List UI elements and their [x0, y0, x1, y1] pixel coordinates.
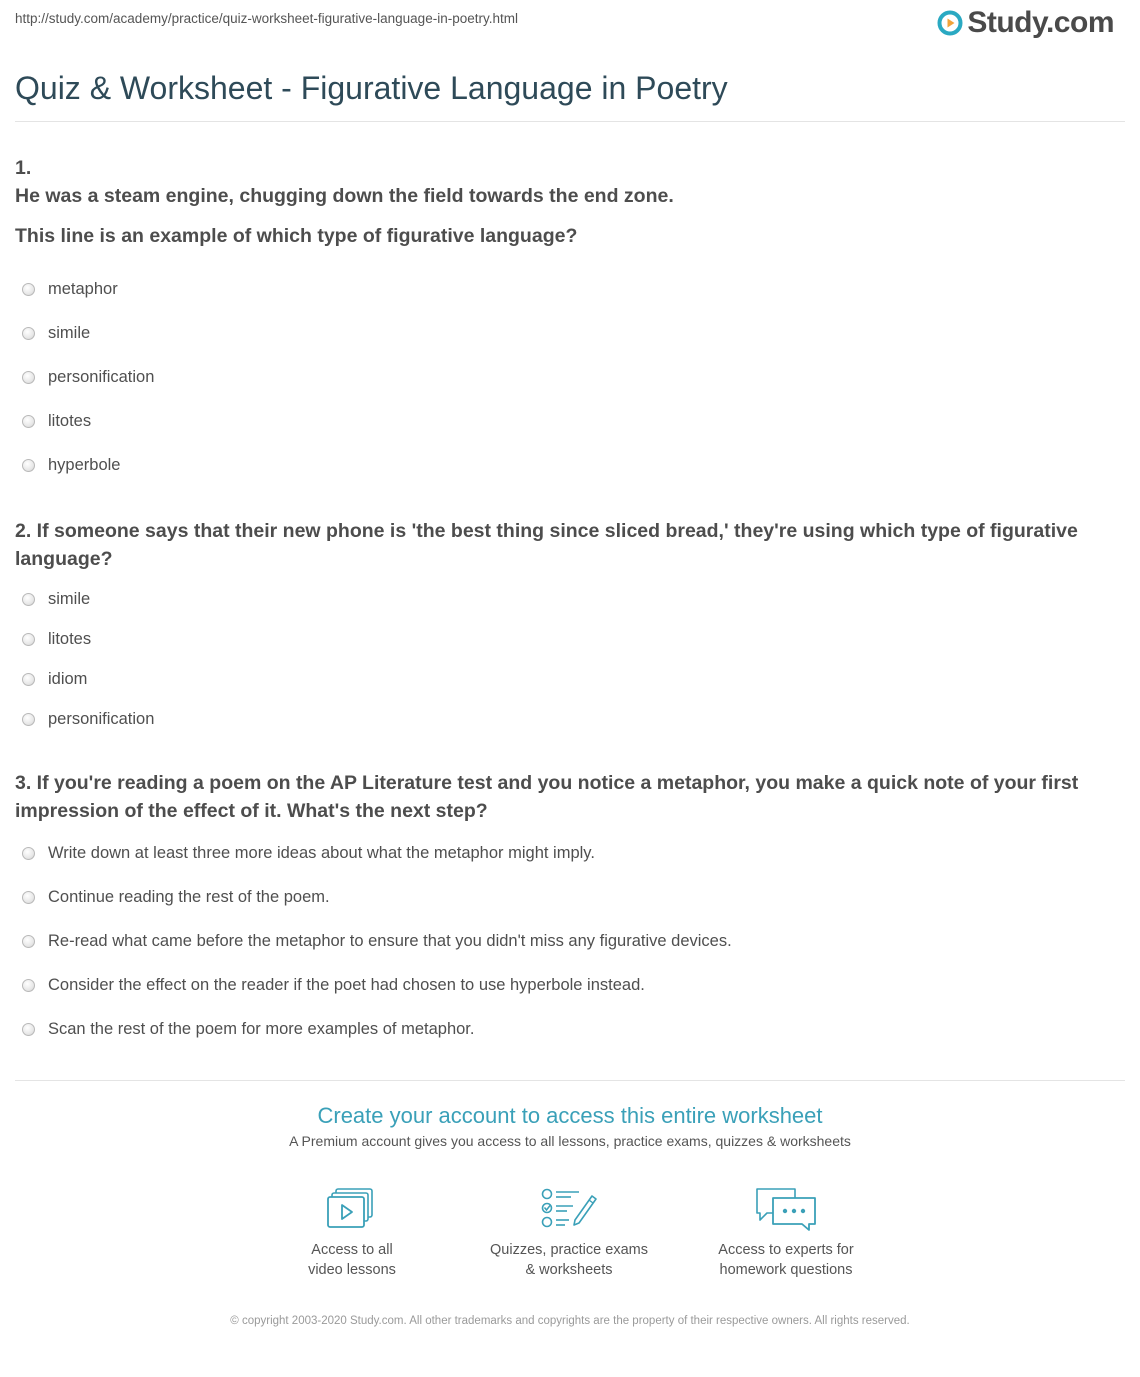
radio-button[interactable] — [22, 283, 35, 296]
copyright-text: © copyright 2003-2020 Study.com. All other trademarks and copyrights are the property of their respective owners. All rights reserved. — [230, 1315, 910, 1327]
feature-label — [252, 1240, 452, 1280]
radio-button[interactable] — [22, 371, 35, 384]
option-label: Write down at least three more ideas about what the metaphor might imply. — [48, 844, 595, 862]
option-label: idiom — [48, 670, 88, 688]
radio-button[interactable] — [22, 593, 35, 606]
feature-label — [469, 1240, 669, 1280]
option-label: Consider the effect on the reader if the poet had chosen to use hyperbole instead. — [48, 976, 645, 994]
q1-option-5[interactable] — [22, 456, 120, 475]
feature-label-line1: Access to all — [311, 1242, 393, 1258]
title-divider — [15, 121, 1125, 122]
q3-option-2[interactable] — [22, 888, 330, 907]
radio-button[interactable] — [22, 935, 35, 948]
option-label: simile — [48, 590, 91, 608]
q2-option-2[interactable] — [22, 630, 91, 649]
play-circle-icon — [937, 10, 963, 36]
q3-option-3[interactable] — [22, 932, 732, 951]
question-3-text: 3. If you're reading a poem on the AP Literature test and you notice a metaphor, you make a quick note of your first impression of the effect of it. What's the next step? — [15, 772, 1079, 822]
q3-option-1[interactable] — [22, 844, 595, 863]
cta-subtitle: A Premium account gives you access to all lessons, practice exams, quizzes & worksheets — [289, 1133, 851, 1149]
option-label: litotes — [48, 412, 92, 430]
feature-quizzes — [469, 1186, 669, 1280]
create-account-link[interactable]: Create your account to access this entire worksheet — [317, 1103, 823, 1128]
question-1-number: 1. — [15, 157, 32, 179]
feature-label-line2: & worksheets — [525, 1262, 613, 1278]
q1-option-3[interactable] — [22, 368, 154, 387]
option-label: Continue reading the rest of the poem. — [48, 888, 330, 906]
feature-video-lessons — [252, 1186, 452, 1280]
video-lessons-icon — [324, 1186, 380, 1232]
feature-experts — [686, 1186, 886, 1280]
option-label: simile — [48, 324, 91, 342]
feature-label-line1: Access to experts for — [718, 1242, 854, 1258]
radio-button[interactable] — [22, 979, 35, 992]
page-title: Quiz & Worksheet - Figurative Language in Poetry — [15, 70, 728, 106]
radio-button[interactable] — [22, 713, 35, 726]
question-1-prompt: This line is an example of which type of figurative language? — [15, 225, 578, 247]
feature-label — [686, 1240, 886, 1280]
radio-button[interactable] — [22, 459, 35, 472]
q2-option-3[interactable] — [22, 670, 87, 689]
option-label: personification — [48, 710, 155, 728]
option-label: litotes — [48, 630, 92, 648]
radio-button[interactable] — [22, 891, 35, 904]
radio-button[interactable] — [22, 327, 35, 340]
option-label: personification — [48, 368, 155, 386]
option-label: metaphor — [48, 280, 118, 298]
q2-option-4[interactable] — [22, 710, 154, 729]
option-label: hyperbole — [48, 456, 121, 474]
chat-bubbles-icon — [753, 1186, 819, 1232]
logo-text: Study.com — [967, 6, 1114, 39]
q3-option-4[interactable] — [22, 976, 645, 995]
page-url: http://study.com/academy/practice/quiz-worksheet-figurative-language-in-poetry.html — [15, 11, 518, 26]
radio-button[interactable] — [22, 633, 35, 646]
q1-option-2[interactable] — [22, 324, 90, 343]
option-label: Re-read what came before the metaphor to ensure that you didn't miss any figurative devices. — [48, 932, 732, 950]
q2-option-1[interactable] — [22, 590, 90, 609]
study-logo[interactable] — [937, 6, 1114, 40]
q1-option-1[interactable] — [22, 280, 118, 299]
q3-option-5[interactable] — [22, 1020, 474, 1039]
option-label: Scan the rest of the poem for more examples of metaphor. — [48, 1020, 475, 1038]
cta-divider — [15, 1080, 1125, 1081]
q1-option-4[interactable] — [22, 412, 91, 431]
radio-button[interactable] — [22, 415, 35, 428]
radio-button[interactable] — [22, 673, 35, 686]
feature-label-line1: Quizzes, practice exams — [490, 1242, 648, 1258]
feature-label-line2: homework questions — [719, 1262, 853, 1278]
radio-button[interactable] — [22, 847, 35, 860]
radio-button[interactable] — [22, 1023, 35, 1036]
feature-label-line2: video lessons — [308, 1262, 396, 1278]
question-2-text: 2. If someone says that their new phone is 'the best thing since sliced bread,' they're using which type of figurative language? — [15, 520, 1078, 570]
quiz-checklist-icon — [539, 1186, 599, 1232]
question-1-line: He was a steam engine, chugging down the field towards the end zone. — [15, 185, 674, 207]
